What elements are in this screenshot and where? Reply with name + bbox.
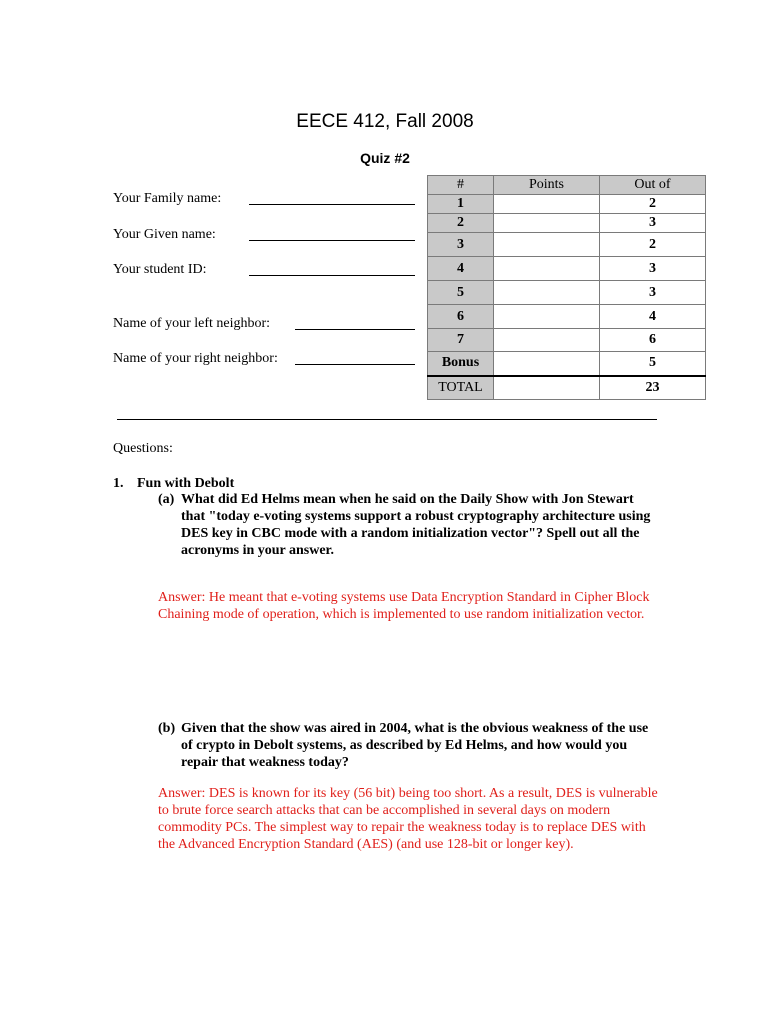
right-neighbor-label: Name of your right neighbor: [113,351,278,366]
out-of-cell: 3 [600,257,706,281]
answer-1a: Answer: He meant that e-voting systems use Data Encryption Standard in Cipher Block Chaining mode of operation, which is implemented to use random initialization vector. [158,590,650,622]
score-table [427,175,706,400]
header-number: # [428,176,494,195]
table-row [428,257,706,281]
points-cell[interactable] [494,214,600,233]
row-number: 1 [428,195,494,214]
total-out-of: 23 [600,376,706,400]
family-name-label: Your Family name: [113,191,222,206]
total-points-cell[interactable] [494,376,600,400]
out-of-cell: 3 [600,214,706,233]
row-number: 6 [428,305,494,329]
out-of-cell: 2 [600,195,706,214]
student-id-label: Your student ID: [113,262,207,277]
page-title: EECE 412, Fall 2008 [296,111,474,132]
divider [117,419,657,420]
quiz-subtitle: Quiz #2 [360,150,410,166]
question-1a-label: (a) [158,492,175,507]
answer-1b: Answer: DES is known for its key (56 bit) being too short. As a result, DES is vulnerable to brute force search attacks that can be accomplished in several days on modern commodity PCs. The simplest way to repair the weakness today is to replace DES with the Advanced Encryption Standard (AES) (and use 128-bit or longer key). [158,786,658,852]
table-row [428,329,706,352]
table-row [428,352,706,376]
row-number: 5 [428,281,494,305]
given-name-label: Your Given name: [113,227,216,242]
out-of-cell: 6 [600,329,706,352]
header-out-of: Out of [600,176,706,195]
question-1a-text: What did Ed Helms mean when he said on the Daily Show with Jon Stewart that "today e-voting systems support a robust cryptography architecture using DES key in CBC mode with a random initialization vector"? Spell out all the acronyms in your answer. [181,492,651,558]
row-number: 2 [428,214,494,233]
question-1b-label: (b) [158,721,176,736]
score-table-header [428,176,706,195]
out-of-cell: 3 [600,281,706,305]
total-label: TOTAL [428,376,494,400]
right-neighbor-field[interactable] [295,350,415,365]
questions-heading: Questions: [113,441,173,456]
question-1-title: Fun with Debolt [137,476,235,491]
table-row [428,195,706,214]
question-1b-text: Given that the show was aired in 2004, what is the obvious weakness of the use of crypto in Debolt systems, as described by Ed Helms, and how would you repair that weakness today? [181,721,649,770]
table-row [428,305,706,329]
left-neighbor-label: Name of your left neighbor: [113,316,271,331]
points-cell[interactable] [494,352,600,376]
given-name-field[interactable] [249,226,415,241]
points-cell[interactable] [494,195,600,214]
row-number: Bonus [428,352,494,376]
row-number: 7 [428,329,494,352]
row-number: 3 [428,233,494,257]
question-1-number: 1. [113,476,124,491]
table-row [428,233,706,257]
left-neighbor-field[interactable] [295,315,415,330]
total-row [428,376,706,400]
out-of-cell: 5 [600,352,706,376]
row-number: 4 [428,257,494,281]
out-of-cell: 4 [600,305,706,329]
table-row [428,281,706,305]
family-name-field[interactable] [249,190,415,205]
student-id-field[interactable] [249,261,415,276]
points-cell[interactable] [494,233,600,257]
points-cell[interactable] [494,281,600,305]
out-of-cell: 2 [600,233,706,257]
table-row [428,214,706,233]
header-points: Points [494,176,600,195]
points-cell[interactable] [494,257,600,281]
points-cell[interactable] [494,305,600,329]
points-cell[interactable] [494,329,600,352]
